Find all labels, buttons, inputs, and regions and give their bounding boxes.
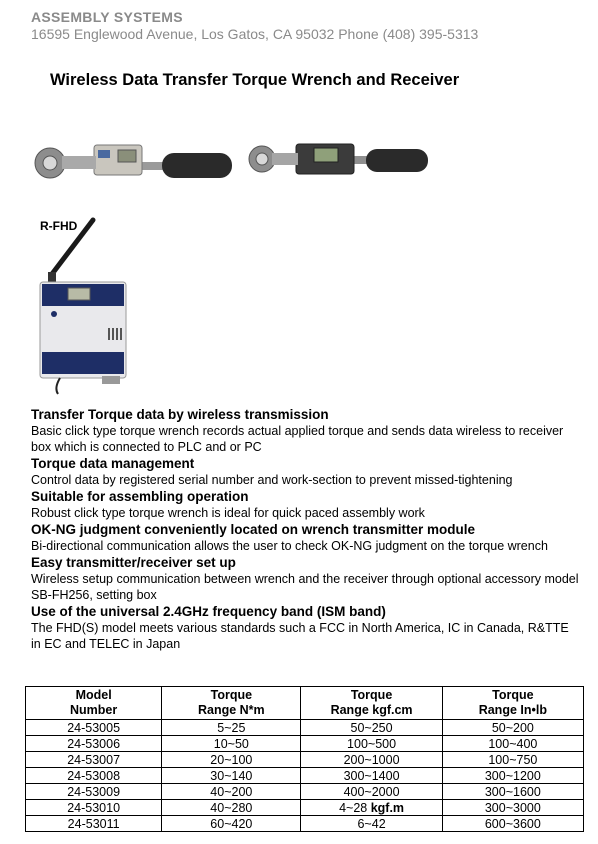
cell-model: 24-53009 [26,784,162,800]
cell-model: 24-53008 [26,768,162,784]
cell-nm: 20~100 [162,752,301,768]
feature-heading: Use of the universal 2.4GHz frequency band (ISM band) [31,604,386,619]
header-inlb [442,687,583,720]
cell-model: 24-53006 [26,736,162,752]
cell-nm: 30~140 [162,768,301,784]
receiver-label: R-FHD [40,219,78,233]
cell-kgf: 100~500 [301,736,442,752]
feature-heading: Torque data management [31,456,195,471]
header-line: Range kgf.cm [330,703,413,717]
cell-nm: 10~50 [162,736,301,752]
header-kgf [301,687,442,720]
feature-item [31,406,581,455]
torque-wrench-image-2 [248,136,430,186]
page-title: Wireless Data Transfer Torque Wrench and Receiver [50,71,460,89]
header-line: Torque [492,688,534,702]
cell-nm: 40~280 [162,800,301,816]
table-row [26,800,584,816]
cell-kgf: 400~2000 [301,784,442,800]
header-line: Torque [350,688,393,702]
feature-heading: OK-NG judgment conveniently located on wrench transmitter module [31,522,476,537]
cell-inlb: 50~200 [442,720,583,736]
header-nm [162,687,301,720]
torque-wrench-image-1 [34,136,234,190]
cell-model: 24-53007 [26,752,162,768]
table-row [26,768,584,784]
table-row [26,720,584,736]
cell-inlb: 300~1600 [442,784,583,800]
cell-nm: 5~25 [162,720,301,736]
feature-heading: Suitable for assembling operation [31,489,249,504]
company-name: ASSEMBLY SYSTEMS [31,9,183,25]
cell-nm: 40~200 [162,784,301,800]
feature-text: Bi-directional communication allows the user to check OK-NG judgment on the torque wrench [31,539,548,553]
feature-item [31,603,581,652]
cell-model: 24-53010 [26,800,162,816]
cell-inlb: 100~750 [442,752,583,768]
table-header-row [26,687,584,720]
table-row [26,784,584,800]
cell-kgf-unit: kgf.m [370,800,405,815]
cell-model: 24-53005 [26,720,162,736]
receiver-image [38,216,133,396]
cell-inlb: 600~3600 [442,816,583,832]
cell-inlb: 300~3000 [442,800,583,816]
feature-text: The FHD(S) model meets various standards such a FCC in North America, IC in Canada, R&TTE in EC and TELEC in Japan [31,621,569,651]
feature-text: Robust click type torque wrench is ideal for quick paced assembly work [31,506,425,520]
table-row [26,816,584,832]
cell-kgf: 200~1000 [301,752,442,768]
feature-heading: Transfer Torque data by wireless transmission [31,407,329,422]
feature-list [31,406,581,652]
feature-item [31,554,581,603]
feature-item [31,488,581,521]
feature-text: Control data by registered serial number and work-section to prevent missed-tightening [31,473,513,487]
feature-text: Basic click type torque wrench records actual applied torque and sends data wireless to receiver box which is connected to PLC and or PC [31,424,564,454]
cell-kgf: 300~1400 [301,768,442,784]
feature-heading: Easy transmitter/receiver set up [31,555,236,570]
cell-nm: 60~420 [162,816,301,832]
feature-item [31,521,581,554]
header-line: Model [75,688,112,702]
table-row [26,752,584,768]
header-line: Range N*m [197,703,265,717]
cell-kgf: 6~42 [301,816,442,832]
cell-inlb: 300~1200 [442,768,583,784]
company-address: 16595 Englewood Avenue, Los Gatos, CA 95032 Phone (408) 395-5313 [31,26,479,42]
cell-kgf: 50~250 [301,720,442,736]
header-line: Torque [210,688,253,702]
feature-text: Wireless setup communication between wrench and the receiver through optional accessory model SB-FH256, setting box [31,572,579,602]
torque-spec-table [25,686,584,832]
header-line: Range In•lb [478,703,547,717]
cell-inlb: 100~400 [442,736,583,752]
header-line: Number [70,703,118,717]
header-model [26,687,162,720]
cell-kgf-value: 4~28 [339,800,368,815]
cell-model: 24-53011 [26,816,162,832]
cell-kgf [301,800,442,816]
feature-item [31,455,581,488]
table-row [26,736,584,752]
